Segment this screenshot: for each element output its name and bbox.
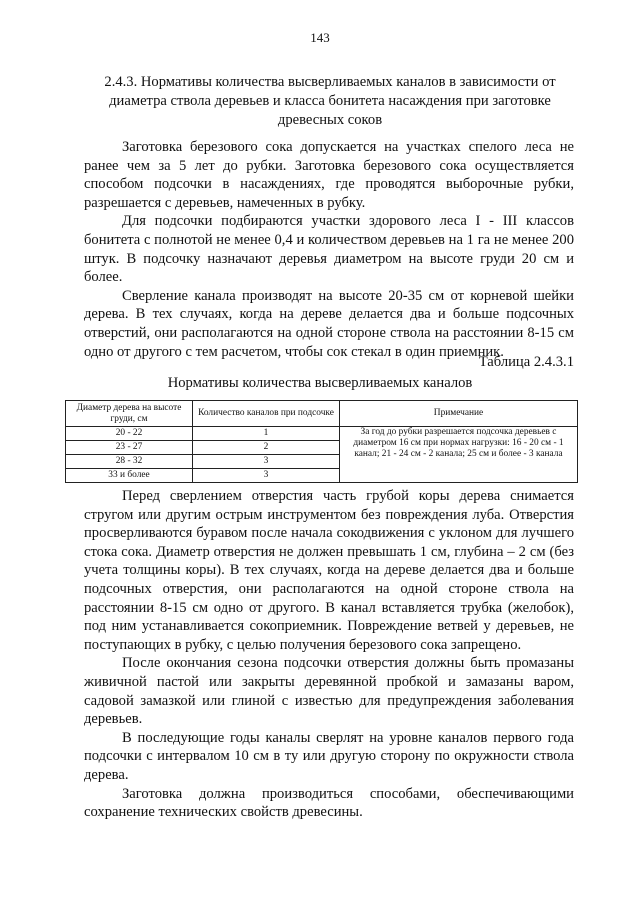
table-cell-diameter: 28 - 32 [66,455,193,469]
table-title: Нормативы количества высверливаемых каналов [167,375,473,391]
paragraph: Для подсочки подбираются участки здорового леса I - III классов бонитета с полнотой не менее 0,4 и количеством деревьев на 1 га не менее 200 штук. В подсочку назначают деревья диаметром на высоте груди 20 см и более. [84,213,574,286]
body-text-after-table [84,487,574,822]
table-cell-note: За год до рубки разрешается подсочка деревьев с диаметром 16 см при нормах нагрузки: 16 - 20 см - 1 канал; 21 - 24 см - 2 канала; 25 см и более - 3 канала [340,427,578,483]
table-row [66,427,578,441]
norms-table [65,400,578,483]
table-cell-channels: 1 [193,427,340,441]
paragraph: Перед сверлением отверстия часть грубой коры дерева снимается стругом или другим острым инструментом без повреждения луба. Отверстия просверливаются буравом после начала сокодвижения с уклоном для лучшего стока сока. Диаметр отверстия не должен превышать 1 см, глубина – 2 см (без учета толщины коры). В тех случаях, когда на дереве делается два и больше подсочных отверстия, они располагаются на одной стороне ствола на расстоянии 8-15 см одно от другого. В канал вставляется трубка (желобок), под ним устанавливается сокоприемник. Повреждение ветвей у деревьев, не поступающих в рубку, с целью получения березового сока запрещено. [84,488,574,653]
table-header-row [66,401,578,427]
paragraph: В последующие годы каналы сверлят на уровне каналов первого года подсочки с интервалом 10 см в ту или другую сторону по окружности ствола дерева. [84,729,574,783]
table-label: Таблица 2.4.3.1 [478,354,574,370]
table-cell-diameter: 23 - 27 [66,441,193,455]
section-heading: 2.4.3. Нормативы количества высверливаемых каналов в зависимости от диаметра ствола деревьев и класса бонитета насаждения при заготовке древесных соков [104,74,556,128]
table-header-cell: Количество каналов при подсочке [193,401,340,427]
paragraph: Заготовка березового сока допускается на участках спелого леса не ранее чем за 5 лет до рубки. Заготовка березового сока осуществляется способом подсочки в насаждениях, где проводятся выборочные рубки, разрешается с деревьев, намеченных в рубку. [84,139,574,211]
table-header-cell: Диаметр дерева на высоте груди, см [66,401,193,427]
paragraph: Заготовка должна производиться способами, обеспечивающими сохранение технических свойств древесины. [84,785,574,821]
table-cell-channels: 2 [193,441,340,455]
table-cell-channels: 3 [193,455,340,469]
body-text-before-table [84,138,574,361]
paragraph: После окончания сезона подсочки отверстия должны быть промазаны живичной пастой или закрыты деревянной пробкой и замазаны варом, садовой замазкой или глиной с известью для предупреждения заболевания деревьев. [84,655,574,728]
table-cell-diameter: 33 и более [66,469,193,483]
table-header-cell: Примечание [340,401,578,427]
table-cell-channels: 3 [193,469,340,483]
paragraph: Сверление канала производят на высоте 20-35 см от корневой шейки дерева. В тех случаях, когда на дереве делается два и больше подсочных отверстий, они располагаются на одной стороне ствола на расстоянии 8-15 см одно от другого с тем расчетом, чтобы сок стекал в один приемник. [84,287,574,360]
page-number: 143 [310,30,330,45]
table-cell-diameter: 20 - 22 [66,427,193,441]
